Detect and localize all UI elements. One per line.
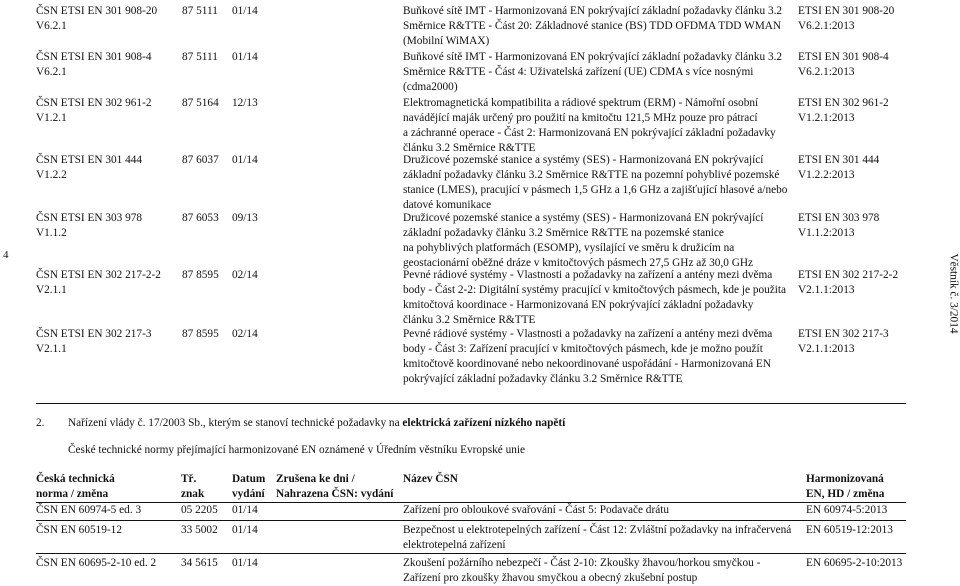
standard-title: Buňkové sítě IMT - Harmonizovaná EN pokrývající základní požadavky článku 3.2 Směrnice R&TTE - Část 4: Uživatelská zařízení (UE) CDMA s více nosnými (cdma2000) [403,51,783,93]
class-code: 87 8595 [182,269,219,281]
harmonized-en: EN 60974-5:2013 [806,504,888,516]
issue-date: 02/14 [232,328,258,340]
standard-title: Elektromagnetická kompatibilita a rádiové spektrum (ERM) - Námořní osobní navádějící maják určený pro použití na kmitočtu 121,5 MHz pouze pro pátrací a záchranné operace - Část 2: Harmonizovaná EN pokrývající základní požadavky článku 3.2 Směrnice R&TTE [403,97,776,154]
harmonized-en: ETSI EN 301 444 V1.2.2:2013 [798,154,880,181]
class-code: 87 5111 [182,5,218,17]
header-csn: Česká technická norma / změna [36,473,115,500]
standard-title: Zařízení pro obloukové svařování - Část 5: Podavače drátu [403,504,670,516]
csn-number: ČSN ETSI EN 301 908-4 V6.2.1 [36,51,152,78]
class-code: 87 6053 [182,212,219,224]
csn-number: ČSN ETSI EN 302 961-2 V1.2.1 [36,97,152,124]
issue-date: 02/14 [232,269,258,281]
issue-date: 12/13 [232,97,258,109]
divider [36,520,906,521]
harmonized-en: EN 60695-2-10:2013 [806,557,903,569]
csn-number: ČSN ETSI EN 303 978 V1.1.2 [36,212,143,239]
issue-date: 01/14 [232,504,258,516]
header-replaced: Zrušena ke dni / Nahrazena ČSN: vydání [276,473,394,500]
class-code: 34 5615 [181,557,218,569]
standard-title: Družicové pozemské stanice a systémy (SES) - Harmonizovaná EN pokrývající základní požadavky článku 3.2 Směrnice R&TTE na pozemní pohyblivé pozemské stanice (LMES), pracující v pásmech 1,5 GHz a 1,6 GHz a zajišťující hlasové a/nebo datové komunikace [403,154,788,211]
class-code: 87 5164 [182,97,219,109]
issue-date: 01/14 [232,5,258,17]
csn-number: ČSN ETSI EN 301 444 V1.2.2 [36,154,143,181]
class-code: 05 2205 [181,504,218,516]
section-title: Nařízení vlády č. 17/2003 Sb., kterým se stanoví technické požadavky na elektrická zařízení nízkého napětí [68,417,566,429]
class-code: 87 5111 [182,51,218,63]
csn-number: ČSN EN 60695-2-10 ed. 2 [36,557,157,569]
issue-date: 09/13 [232,212,258,224]
csn-number: ČSN ETSI EN 302 217-2-2 V2.1.1 [36,269,161,296]
page-mark: 4 [3,249,9,261]
csn-number: ČSN ETSI EN 302 217-3 V2.1.1 [36,328,152,355]
side-label: Věstník č. 3/2014 [947,252,960,334]
section-number: 2. [36,417,45,429]
divider [36,403,906,404]
standard-title: Bezpečnost u elektrotepelných zařízení - Část 12: Zvláštní požadavky na infračervená elektrotepelná zařízení [403,524,792,551]
standard-title: Buňkové sítě IMT - Harmonizovaná EN pokrývající základní požadavky článku 3.2 Směrnice R&TTE - Část 20: Základnové stanice (BS) TDD OFDMA TDD WMAN (Mobilní WiMAX) [403,5,783,47]
issue-date: 01/14 [232,557,258,569]
harmonized-en: ETSI EN 301 908-20 V6.2.1:2013 [798,5,895,32]
standard-title: Pevné rádiové systémy - Vlastnosti a požadavky na zařízení a antény mezi dvěma body - Část 2-2: Digitální systémy pracující v kmitočtových pásmech, kde je použita kmitočtová koordinace - Harmonizovaná EN pokrývající základní požadavky článku 3.2 Směrnice R&TTE [403,269,787,326]
csn-number: ČSN EN 60519-12 [36,524,122,536]
section-intro: České technické normy přejímající harmonizované EN oznámené v Úředním věstníku Evropské unie [68,444,526,456]
issue-date: 01/14 [232,524,258,536]
standard-title: Družicové pozemské stanice a systémy (SES) - Harmonizovaná EN pokrývající základní požadavky článku 3.2 Směrnice R&TTE na pozemské stanice na pohyblivých platformách (ESOMP), vysílající ve směru k družicím na geostacionární oběžné dráze v kmitočtových pásmech 27,5 GHz až 30,0 GHz [403,212,764,269]
class-code: 33 5002 [181,524,218,536]
header-date: Datum vydání [232,473,266,500]
csn-number: ČSN ETSI EN 301 908-20 V6.2.1 [36,5,158,32]
harmonized-en: ETSI EN 301 908-4 V6.2.1:2013 [798,51,889,78]
header-title: Název ČSN [403,473,458,485]
harmonized-en: ETSI EN 302 961-2 V1.2.1:2013 [798,97,889,124]
class-code: 87 8595 [182,328,219,340]
section-title-bold: elektrická zařízení nízkého napětí [402,417,566,429]
standard-title: Zkoušení požárního nebezpečí - Část 2-10: Zkoušky žhavou/horkou smyčkou - Zařízení pro zkoušky žhavou smyčkou a obecný zkušební postup [403,557,761,584]
header-class: Tř. znak [181,473,205,500]
harmonized-en: ETSI EN 302 217-3 V2.1.1:2013 [798,328,889,355]
harmonized-en: ETSI EN 302 217-2-2 V2.1.1:2013 [798,269,899,296]
issue-date: 01/14 [232,154,258,166]
header-en: Harmonizovaná EN, HD / změna [806,473,885,500]
csn-number: ČSN EN 60974-5 ed. 3 [36,504,142,516]
harmonized-en: EN 60519-12:2013 [806,524,893,536]
class-code: 87 6037 [182,154,219,166]
harmonized-en: ETSI EN 303 978 V1.1.2:2013 [798,212,880,239]
issue-date: 01/14 [232,51,258,63]
standard-title: Pevné rádiové systémy - Vlastnosti a požadavky na zařízení a antény mezi dvěma body - Část 3: Zařízení pracující v kmitočtových pásmech, kde je možno použít kmitočtově koordinované nebo nekoordinované uspořádání - Harmonizovaná EN pokrývající základní požadavky článku 3.2 Směrnice R&TTE [403,328,773,385]
divider [36,553,906,554]
